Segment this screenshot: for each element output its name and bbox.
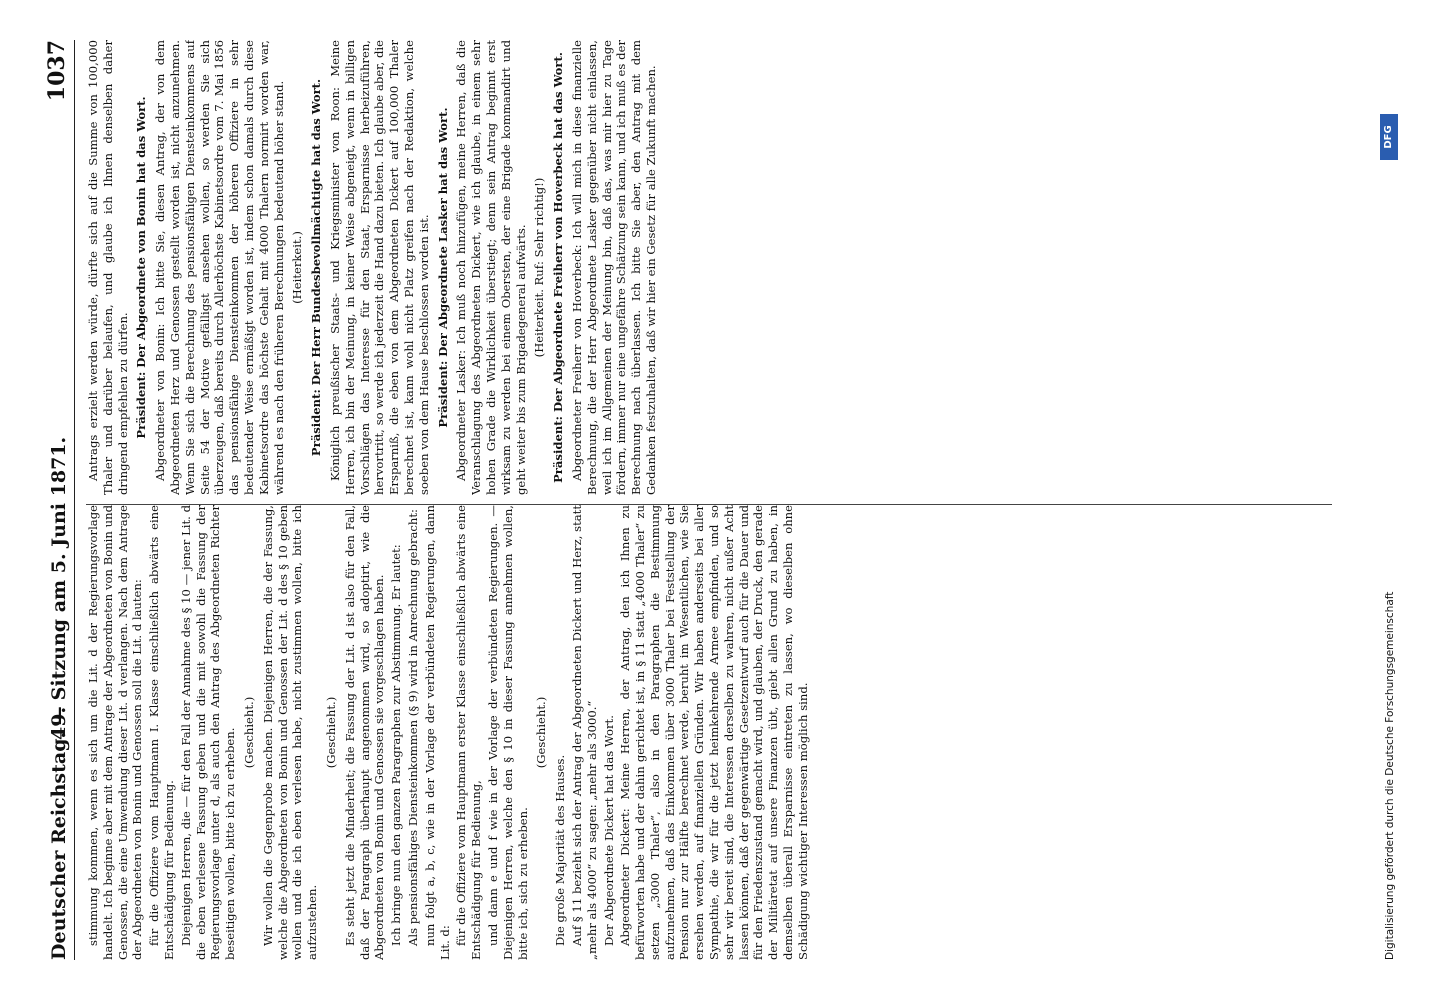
right-column [86,40,1332,495]
paragraph: Abgeordneter Lasker: Ich muß noch hinzufügen, meine Herren, daß die Veranschlagung des Abgeordneten Dickert, wie ich glaube, in einem sehr hohen Grade die Wirklichkeit überstiegt; denn sein Antrag beginnt erst wirksam zu werden bei einem Obersten, der eine Brigade kommandirt und geht weiter bis zum Brigadegeneral aufwärts. [454,40,528,495]
paragraph: stimmung kommen, wenn es sich um die Lit. d der Regierungsvorlage handelt. Ich beginne aber mit dem Antrage der Abgeordneten von Bonin und Genossen, die eine Umwendung dieser Lit. d verlangen. Nach dem Antrage der Abgeordneten von Bonin und Genossen soll die Lit. d lauten: [86,505,145,960]
paragraph: Abgeordneter Freiherr von Hoverbeck: Ich will mich in diese finanzielle Berechnung, die der Herr Abgeordnete Lasker gegenüber nicht einlassen, weil ich im Allgemeinen der Meinung bin, daß das, was mir hier zu Tage fördern, immer nur eine ungefähre Schätzung sein kann, und ich muß es der Berechnung nach überlassen. Ich bitte Sie aber, den Antrag mit dem Gedanken festzuhalten, daß wir hier ein Gesetz für alle Zukunft machen. [569,40,658,495]
page-header [44,40,75,960]
stage-direction: (Heiterkeit. Ruf: Sehr richtig!) [532,177,547,358]
paragraph: für die Offiziere vom Hauptmann erster Klasse einschließlich abwärts eine Entschädigung für Bedienung, [454,505,484,960]
speaker-heading: Präsident: Der Abgeordnete von Bonin hat das Wort. [134,96,149,439]
stage-direction: (Heiterkeit.) [290,231,305,304]
header-title: 49. Sitzung am 5. Juni 1871. [48,436,70,740]
stage-direction: (Geschieht.) [323,696,338,769]
dfg-logo: DFG [1380,114,1398,160]
paragraph: Die große Majorität des Hauses. [553,754,568,946]
stage-direction: (Geschieht.) [241,696,256,769]
paragraph: Diejenigen Herren, die — für den Fall der Annahme des § 10 — jener Lit. d die eben verlesene Fassung geben und die mit sowohl die Fassung der Regierungsvorlage unter d, als auch den Antrag des Abgeordneten Richter beseitigen wollen, bitte ich zu erheben. [178,505,238,960]
paragraph: Königlich preußischer Staats- und Kriegsminister von Roon: Meine Herren, ich bin der Meinung, in keiner Weise abgeneigt, wenn in billigen Vorschlägen das Interesse für den Staat, Ersparnisse herbeizuführen, hervortritt, so werde ich jederzeit die Hand dazu bieten. Ich glaube aber, die Ersparniß, die eben von dem Abgeordneten Dickert auf 100,000 Thaler berechnet ist, kann wohl nicht Platz greifen nach der Redaktion, welche soeben von dem Hause beschlossen worden ist. [327,40,431,495]
speaker-heading: Präsident: Der Abgeordnete Lasker hat das Wort. [435,107,450,428]
paragraph: Auf § 11 bezieht sich der Antrag der Abgeordneten Dickert und Herz, statt „mehr als 4000“ zu sagen: „mehr als 3000.“ [569,505,599,960]
header-left: Deutscher Reichstag. — [48,706,70,960]
paragraph: Antrags erzielt werden würde, dürfte sich auf die Summe von 100,000 Thaler und darüber belaufen, und glaube ich Ihnen denselben daher dringend empfehlen zu dürfen. [86,40,130,495]
speaker-heading: Präsident: Der Abgeordnete Freiherr von Hoverbeck hat das Wort. [551,52,566,483]
paragraph: Der Abgeordnete Dickert hat das Wort. [601,715,616,946]
paragraph: Abgeordneter Dickert: Meine Herren, der Antrag, den ich Ihnen zu befürworten habe und der dahin gerichtet ist, in § 11 statt „4000 Thaler“ zu setzen „3000 Thaler“, also in den Paragraphen die Bestimmung aufzunehmen, daß das Einkommen über 3000 Thaler bei Feststellung der Pension nur zur Hälfte berechnet werde, beruht im Wesentlichen, wie Sie ersehen werden, auf finanziellen Gründen. Wir haben anderseits bei aller Sympathie, die wir für die jetzt heimkehrende Armee empfinden, und so sehr wir bereit sind, die Interessen derselben zu wahren, nicht außer Acht lassen können, daß der gegenwärtige Gesetzentwurf auch für die Dauer und für den Friedenszustand gemacht wird, und glauben, der Druck, den gerade der Militäretat auf unsere Finanzen übt, giebt allen Grund zu haben, in demselben überall Ersparnisse eintreten zu lassen, wo dieselben ohne Schädigung wichtiger Interessen möglich sind. [618,505,810,960]
paragraph: nun folgt a, b, c, wie in der Vorlage der verbündeten Regierungen, dann Lit. d: [422,505,452,960]
funding-note: Digitalisierung gefördert durch die Deutsche Forschungsgemeinschaft [1384,591,1396,960]
paragraph: Abgeordneter von Bonin: Ich bitte Sie, diesen Antrag, der von dem Abgeordneten Herz und Genossen gestellt worden ist, nicht anzunehmen. Wenn Sie sich die Berechnung des pensionsfähigen Diensteinkommens auf Seite 54 der Motive gefälligst ansehen wollen, so werden Sie sich überzeugen, daß bereits durch Allerhöchste Kabinetsordre vom 7. Mai 1856 das pensionsfähige Diensteinkommen der höheren Offiziere in sehr bedeutender Weise ermäßigt worden ist, indem schon damals durch diese Kabinetsordre das höchste Gehalt mit 4000 Thalern normirt worden war, während es nach den früheren Berechnungen bedeutend höher stand. [153,40,286,495]
paragraph: Ich bringe nun den ganzen Paragraphen zur Abstimmung. Er lautet: [389,544,404,946]
paragraph: Wir wollen die Gegenprobe machen. Diejenigen Herren, die der Fassung, welche die Abgeordneten von Bonin und Genossen der Lit. d des § 10 geben wollen und die ich eben verlesen habe, nicht zustimmen wollen, bitte ich aufzustehen. [260,505,320,960]
left-column [86,505,1332,960]
stage-direction: (Geschieht.) [534,696,549,769]
column-divider [86,504,1332,505]
page-number: 1037 [44,40,70,102]
paragraph: Es steht jetzt die Minderheit; die Fassung der Lit. d ist also für den Fall, daß der Paragraph überhaupt angenommen wird, so adoptirt, wie die Abgeordneten von Bonin und Genossen sie vorgeschlagen haben. [342,505,387,960]
speaker-heading: Präsident: Der Herr Bundesbevollmächtigte hat das Wort. [309,78,324,457]
paragraph: Als pensionsfähiges Diensteinkommen (§ 9) wird in Anrechnung gebracht: [405,509,420,946]
paragraph: für die Offiziere vom Hauptmann I. Klasse einschließlich abwärts eine Entschädigung für Bedienung. [147,505,176,960]
paragraph: und dann e und f wie in der Vorlage der verbündeten Regierungen. — Diejenigen Herren, welche den § 10 in dieser Fassung annehmen wollen, bitte ich, sich zu erheben. [485,505,530,960]
